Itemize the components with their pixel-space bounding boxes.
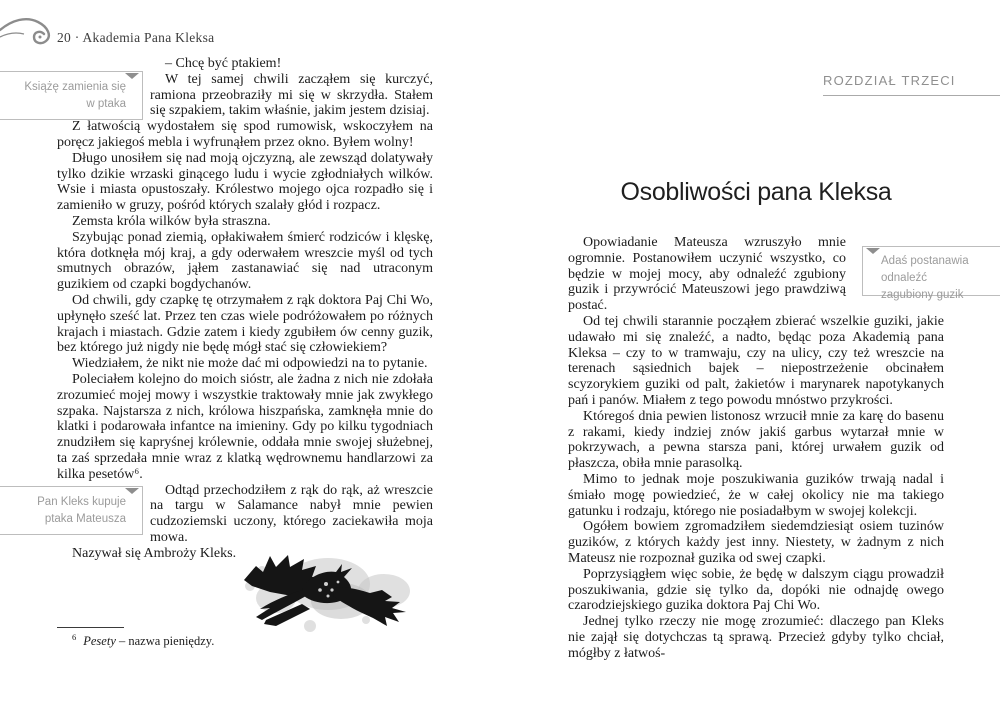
paragraph: Poprzysiągłem więc sobie, że będę w dalszym ciągu prowadził poszukiwania, gdzie się tylko da, dopóki nie odnajdę owego czarodziejskiego guzika doktora Paj Chi Wo.	[568, 566, 944, 614]
margin-note-line: zagubiony guzik	[881, 289, 964, 301]
paragraph: Wiedziałem, że nikt nie może dać mi odpowiedzi na to pytanie.	[72, 356, 428, 372]
margin-note-line: Pan Kleks kupuje	[37, 496, 126, 508]
chapter-title: Osobliwości pana Kleksa	[620, 178, 892, 206]
chapter-label: ROZDZIAŁ TRZECI	[823, 73, 956, 88]
paragraph: Zemsta króla wilków była straszna.	[72, 213, 271, 229]
margin-note-spacer	[57, 483, 150, 546]
paragraph: Odtąd przechodziłem z rąk do rąk, aż wreszcie na targu w Salamance nabył mnie pewien cudzoziemski uczony, którego zaciekawiła moja mowa.	[150, 482, 433, 545]
running-header: 20 · Akademia Pana Kleksa	[57, 30, 215, 45]
paragraph: Szybując ponad ziemią, opłakiwałem śmierć rodziców i klęskę, która dotknęła mój kraj, a gdy oderwałem wreszcie myśl od tych smutnych obrazów, jąłem zastanawiać się nad utraconym guzikiem od czapki bogdychanów.	[57, 229, 433, 293]
paragraph: Któregoś dnia pewien listonosz wrzucił mnie za karę do basenu z rakami, kiedy indziej znów jakiś garbus wytarzał mnie w pokrzywach, a pewna starsza pani, której urwałem guzik od płaszcza, obiła mnie parasolką.	[568, 408, 944, 472]
paragraph: Od chwili, gdy czapkę tę otrzymałem z rąk doktora Paj Chi Wo, upłynęło sześć lat. Przez ten czas wiele podróżowałem po różnych krajach i miastach. Gdzie zatem i kiedy zgubiłem ów cenny guzik, bez którego już nigdy nie będę mógł stać się człowiekiem?	[57, 292, 433, 356]
paragraph: Jednej tylko rzeczy nie mogę zrozumieć: dlaczego pan Kleks nie zajął się dotychczas tą sprawą. Przecież gdyby tylko chciał, mógłby z łatwoś-	[568, 614, 944, 661]
margin-note-line: Adaś postanawia odnaleźć	[881, 255, 969, 284]
paragraph: Długo unosiłem się nad moją ojczyzną, ale zewsząd dolatywały tylko dzikie wrzaski ginącego ludu i wycie zgłodniałych wilków. Wsie i miasta opustoszały. Królestwo mojego ojca rozpadło się i zamieniło w gruzy, pośród których szalały głód i rozpacz.	[57, 150, 433, 214]
footnote	[57, 632, 214, 649]
paragraph: Od tej chwili starannie począłem zbierać wszelkie guziki, jakie udawało mi się znaleźć, a nadto, będąc poza Akademią pana Kleksa – czy to w tramwaju, czy na ulicy, czy też wreszcie na terenach sąsiednich bajek – niepostrzeżenie obcinałem scyzorykiem guziki od palt, żakietów i marynarek napotykanych pań i panów. Miałem z tego powodu mnóstwo przykrości.	[568, 313, 944, 408]
footnote-term: Pesety	[83, 634, 116, 649]
footnote-marker: 6	[72, 632, 77, 642]
margin-note-spacer	[846, 235, 944, 298]
paragraph: W tej samej chwili zacząłem się kurczyć, ramiona przeobraziły mi się w skrzydła. Stałem się szpakiem, takim właśnie, jakim jestem dzisiaj.	[150, 71, 433, 119]
margin-note-spacer	[57, 56, 150, 119]
paragraph: – Chcę być ptakiem!	[165, 56, 282, 71]
paragraph: Poleciałem kolejno do moich sióstr, ale żadna z nich nie zdołała zrozumieć mojej mowy i wszystkie traktowały mnie jak zwykłego szpaka. Najstarsza z nich, królowa hiszpańska, zamknęła mnie do klatki i podarowała infantce na imieniny. Gdy po kilku tygodniach znudziłem się kapryśnej królewnie, oddała mnie swojej służebnej, ta zaś sprzedała mnie wraz z klatką wędrownemu handlarzowi za kilka pesetów⁶.	[57, 371, 433, 482]
paragraph: Mimo to jednak moje poszukiwania guzików trwają nadal i śmiało mogę powiedzieć, że w całej okolicy nie ma takiego gatunku i rodzaju, którego nie posiadałbym w swojej kolekcji.	[568, 471, 944, 519]
left-body-text	[57, 56, 433, 562]
ink-blot-bird-illustration	[236, 546, 418, 642]
chapter-label-rule	[823, 95, 1000, 96]
margin-note-line: w ptaka	[86, 98, 126, 110]
footnote-rule	[57, 627, 124, 628]
margin-note-line: Książę zamienia się	[24, 81, 126, 93]
right-body-text	[568, 235, 944, 662]
footnote-text: – nazwa pieniędzy.	[115, 634, 215, 649]
paragraph: Opowiadanie Mateusza wzruszyło mnie ogromnie. Postanowiłem uczynić wszystko, co będzie w mojej mocy, aby odnaleźć zgubiony guzik i przywrócić Mateuszowi jego prawdziwą postać.	[568, 235, 846, 314]
paragraph: Ogółem bowiem zgromadziłem siedemdziesiąt osiem tuzinów guzików, z których każdy jest inny. Niestety, w żadnym z nich Mateusz nie rozpoznał guzika od swej czapki.	[568, 519, 944, 566]
corner-flourish-icon	[0, 14, 62, 54]
margin-note-line: ptaka Mateusza	[44, 513, 126, 525]
paragraph: Z łatwością wydostałem się spod rumowisk, wskoczyłem na poręcz jakiegoś mebla i wyfrunąłem przez okno. Byłem wolny!	[57, 119, 433, 150]
paragraph: Nazywał się Ambroży Kleks.	[72, 545, 237, 561]
